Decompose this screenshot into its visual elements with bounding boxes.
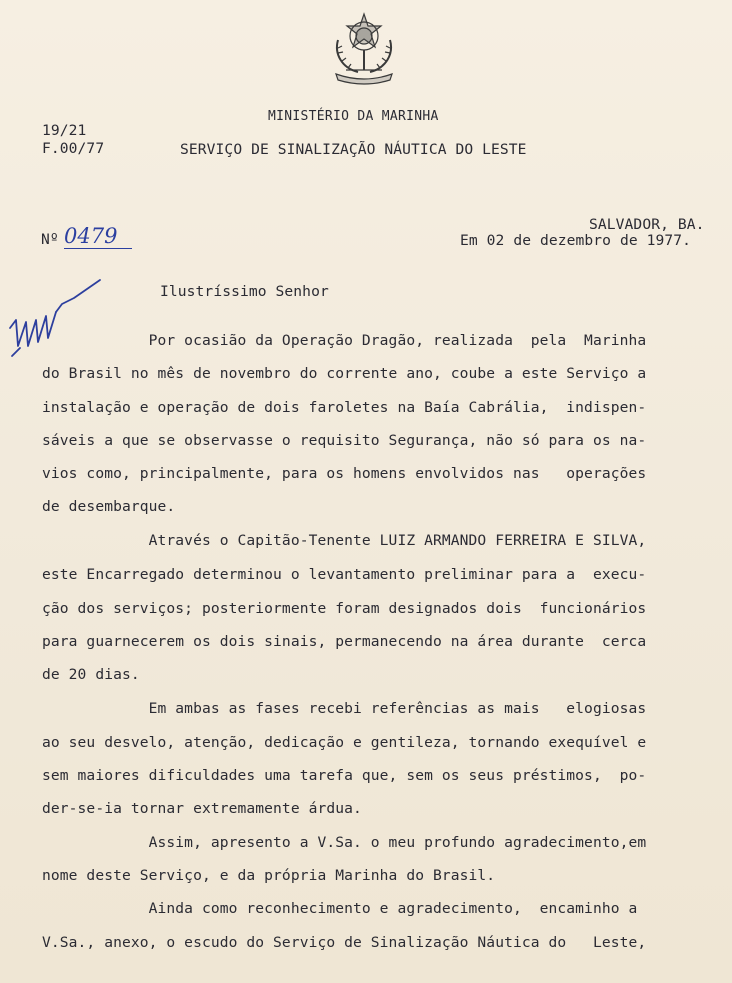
letter-date: Em 02 de dezembro de 1977.: [460, 232, 692, 249]
ministry-title: MINISTÉRIO DA MARINHA: [268, 109, 439, 124]
body-text-line: Por ocasião da Operação Dragão, realizada pela Marinha: [42, 332, 647, 349]
body-text-line: nome deste Serviço, e da própria Marinha do Brasil.: [42, 867, 496, 884]
body-text-line: sem maiores dificuldades uma tarefa que, sem os seus préstimos, po-: [42, 767, 647, 784]
salutation: Ilustríssimo Senhor: [160, 283, 329, 300]
letter-city: SALVADOR, BA.: [589, 216, 705, 233]
body-text-line: para guarnecerem os dois sinais, permanecendo na área durante cerca: [42, 633, 647, 650]
body-text-line: do Brasil no mês de novembro do corrente ano, coube a este Serviço a: [42, 365, 647, 382]
body-text-line: sáveis a que se observasse o requisito Segurança, não só para os na-: [42, 432, 647, 449]
body-text-line: este Encarregado determinou o levantamento preliminar para a execu-: [42, 566, 647, 583]
body-text-line: Assim, apresento a V.Sa. o meu profundo agradecimento,em: [42, 834, 647, 851]
reference-code-1: 19/21: [42, 122, 87, 139]
body-text-line: ao seu desvelo, atenção, dedicação e gentileza, tornando exequível e: [42, 734, 647, 751]
letter-number-value: 0479: [64, 224, 132, 249]
body-text-line: instalação e operação de dois faroletes na Baía Cabrália, indispen-: [42, 399, 647, 416]
brazil-coat-of-arms-icon: [328, 10, 400, 86]
body-text-line: Em ambas as fases recebi referências as mais elogiosas: [42, 700, 647, 717]
reference-code-2: F.00/77: [42, 140, 105, 157]
body-text-line: V.Sa., anexo, o escudo do Serviço de Sinalização Náutica do Leste,: [42, 934, 647, 951]
body-text-line: Ainda como reconhecimento e agradecimento, encaminho a: [42, 900, 638, 917]
letter-number-label: Nº: [41, 231, 59, 248]
body-text-line: de desembarque.: [42, 498, 176, 515]
body-text-line: der-se-ia tornar extremamente árdua.: [42, 800, 362, 817]
body-text-line: Através o Capitão-Tenente LUIZ ARMANDO FERREIRA E SILVA,: [42, 532, 647, 549]
body-text-line: vios como, principalmente, para os homens envolvidos nas operações: [42, 465, 647, 482]
handwritten-initials-icon: [4, 276, 104, 366]
service-title: SERVIÇO DE SINALIZAÇÃO NÁUTICA DO LESTE: [180, 141, 527, 158]
body-text-line: de 20 dias.: [42, 666, 140, 683]
body-text-line: ção dos serviços; posteriormente foram designados dois funcionários: [42, 600, 647, 617]
